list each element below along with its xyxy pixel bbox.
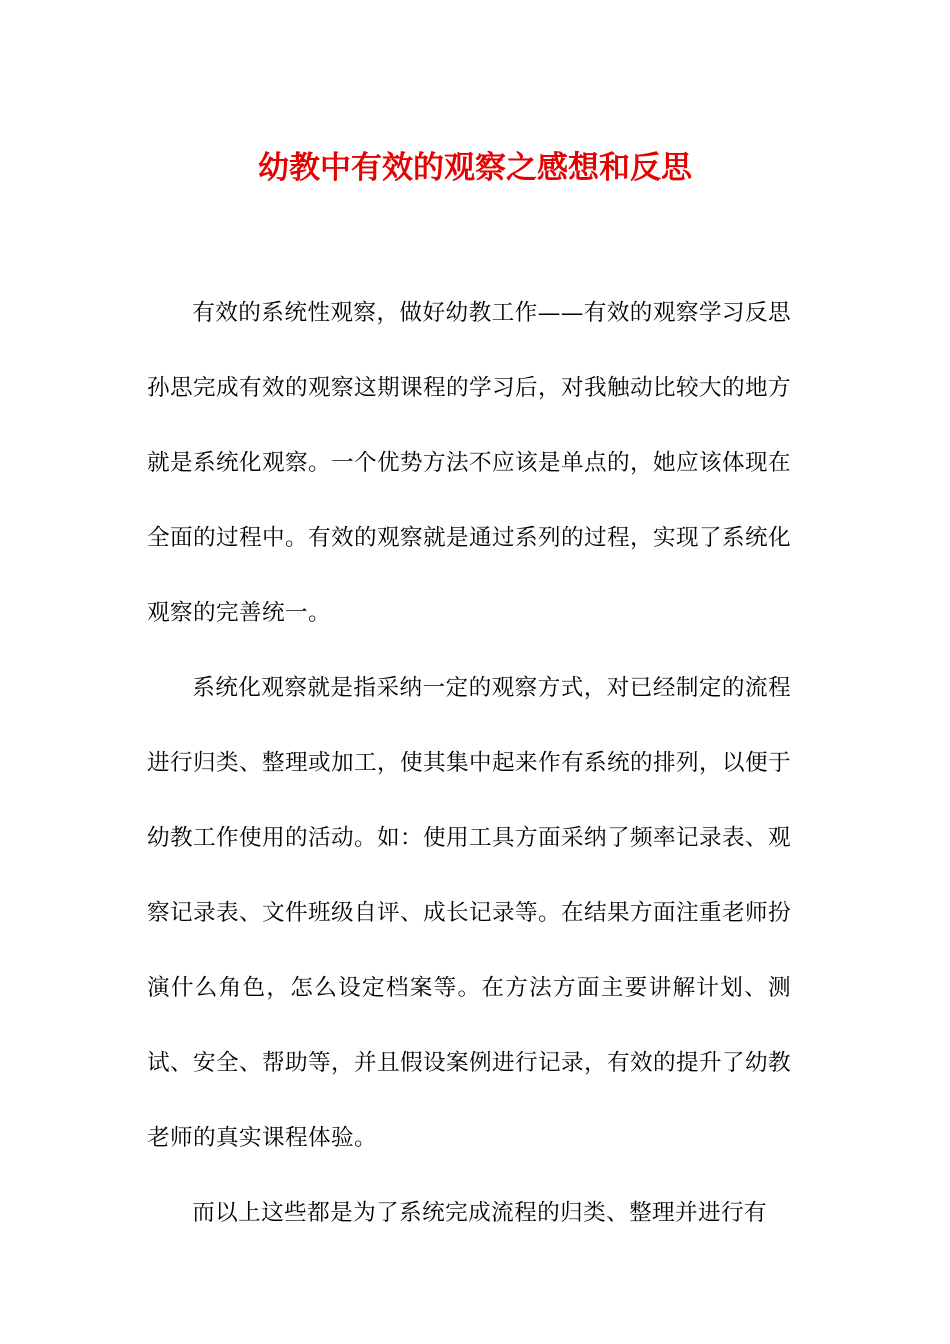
paragraph-2: 系统化观察就是指采纳一定的观察方式，对已经制定的流程进行归类、整理或加工，使其集中起来作有系统的排列，以便于幼教工作使用的活动。如：使用工具方面采纳了频率记录表、观察记录表、文件班级自评、成长记录等。在结果方面注重老师扮演什么角色，怎么设定档案等。在方法方面主要讲解计划、测试、安全、帮助等，并且假设案例进行记录，有效的提升了幼教老师的真实课程体验。	[147, 675, 791, 1151]
document-body	[147, 276, 791, 1251]
paragraph-1: 有效的系统性观察，做好幼教工作——有效的观察学习反思孙思完成有效的观察这期课程的学习后，对我触动比较大的地方就是系统化观察。一个优势方法不应该是单点的，她应该体现在全面的过程中。有效的观察就是通过系列的过程，实现了系统化观察的完善统一。	[147, 300, 791, 626]
paragraph-3: 而以上这些都是为了系统完成流程的归类、整理并进行有	[192, 1200, 768, 1226]
document-title: 幼教中有效的观察之感想和反思	[258, 150, 692, 186]
